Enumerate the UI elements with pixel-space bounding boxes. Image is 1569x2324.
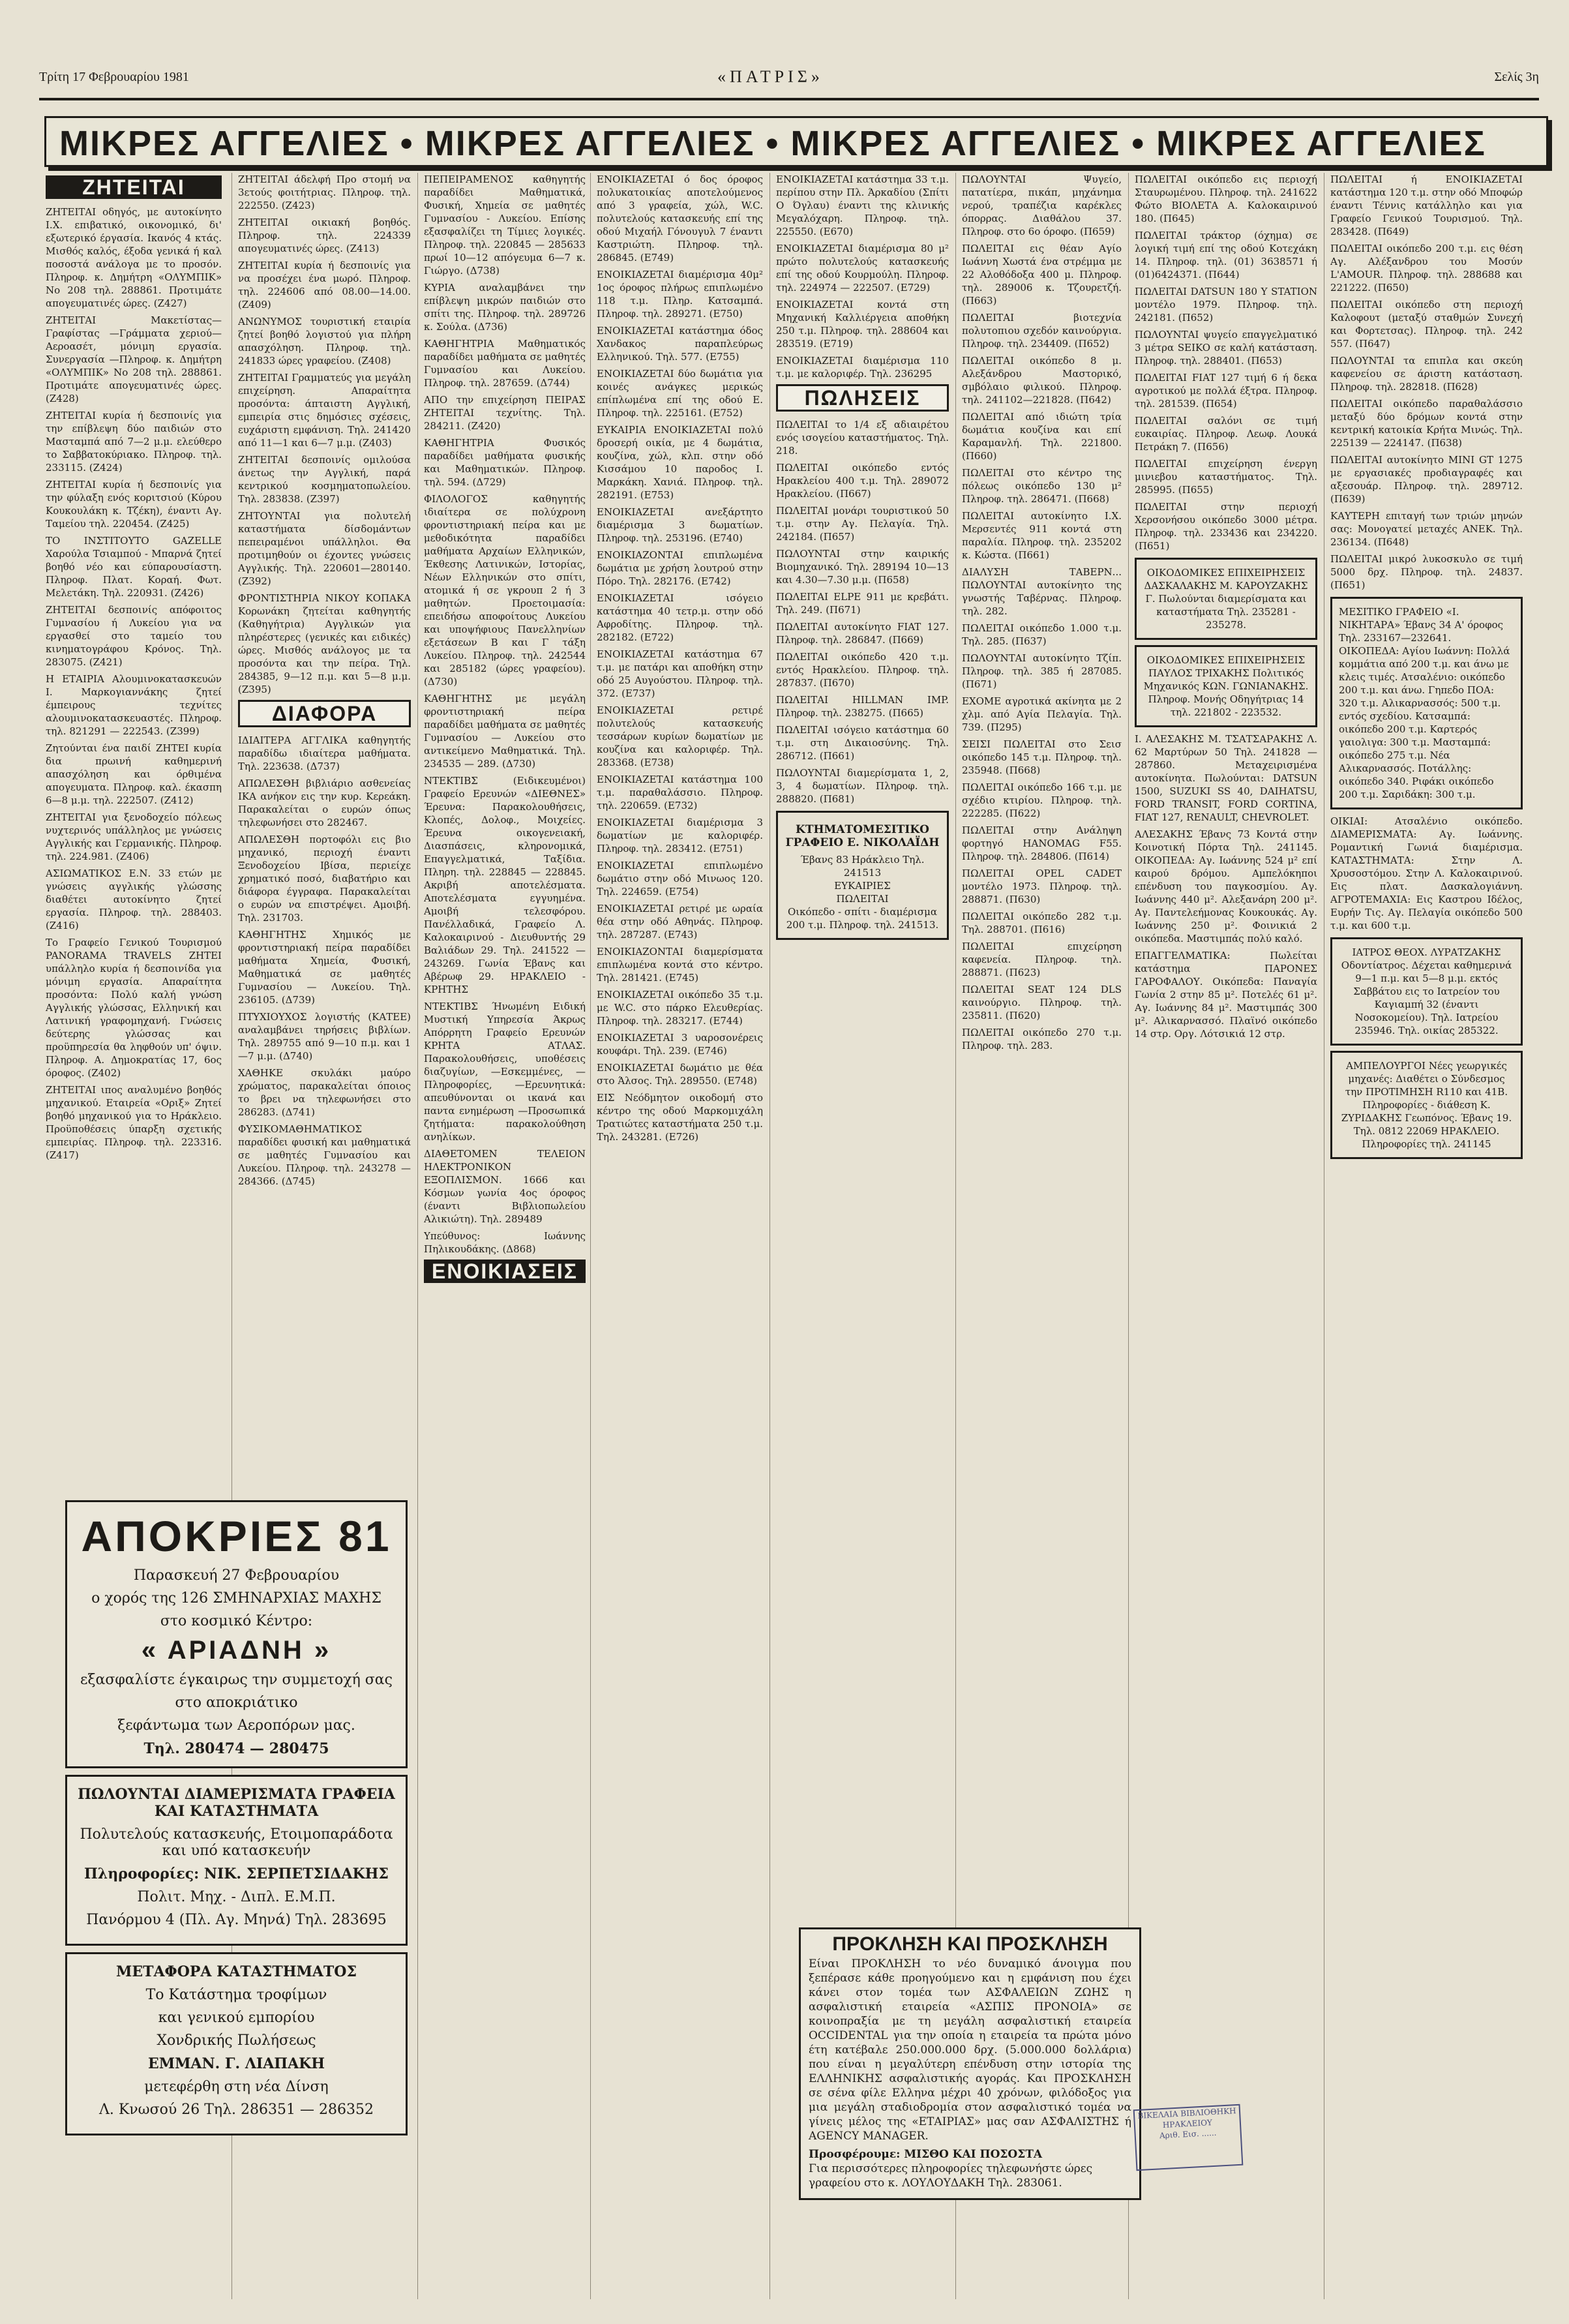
prokliseis-body: Είναι ΠΡΟΚΛΗΣΗ το νέο δυναμικό άνοιγμα που ξεπέρασε κάθε προηγούμενο και η εμφάνιση που έχει κάνει στον τομέα των ΑΣΦΑΛΕΙΩΝ ΖΩΗΣ η ασφαλιστική εταιρεία «ΑΣΠΙΣ ΠΡΟΝΟΙΑ» σε κοινοπραξία με τη μεγάλη ασφαλιστική εταιρεία OCCIDENTAL για την οποία η εταιρεία τα πρώτα μόνο έτη κατέβαλε 250.000.000 δρχ. (5.000.000 δολλάρια) που είναι η μεγαλύτερη επένδυση στην ιστορία της ΕΛΛΗΝΙΚΗΣ ασφαλιστικής αγοράς. Και ΠΡΟΣΚΛΗΣΗ σε σένα φίλε Ελληνα μέχρι 40 χρόνων, φιλόδοξος για μια μεγάλη σταδιοδρομία στον ασφαλιστικό τομέα να γίνεις μέλος της «ΕΤΑΙΡΙΑΣ» μας σαν ΑΣΦΑΛΙΣΤΗΣ ή AGENCY MANAGER. [809, 1957, 1131, 2143]
apokries-line5: ξεφάντωμα των Αεροπόρων μας. [117, 1717, 355, 1734]
classified-ad: ΕΝΟΙΚΙΑΖΕΤΑΙ 3 υαροσονέρεις κουφάρι. Τηλ. 239. (Ε746) [597, 1032, 763, 1057]
classified-ad: ΠΤΥΧΙΟΥΧΟΣ λογιστής (ΚΑΤΕΕ) αναλαμβάνει τηρήσεις βιβλίων. Τηλ. 289755 από 9—10 π.μ. και 1—7 μ.μ. (Δ740) [238, 1011, 411, 1062]
classified-ad: ΠΩΛΕΙΤΑΙ οικόπεδο παραθαλάσσιο μεταξύ δύο δρόμων κοντά στην κεντρική κατοικία Κρήτα Μινώς. Τηλ. 225139 — 224147. (Π638) [1330, 398, 1523, 449]
classified-ad: ΑΠΟ την επιχείρηση ΠΕΙΡΑΣ ΖΗΤΕΙΤΑΙ τεχνίτης. Τηλ. 284211. (Ζ420) [424, 394, 586, 432]
classified-ad: ΖΗΤΕΙΤΑΙ κυρία ή δεσποινίς για την φύλαξη ενός κοριτσιού (Κύρου Κουκουλάκη κ. Τζέκη), έναντι Αγ. Ταμείου τηλ. 220454. (Ζ425) [46, 479, 222, 530]
section-header-enoikiaseis: ΕΝΟΙΚΙΑΣΕΙΣ [424, 1260, 586, 1283]
classified-ad: ΠΩΛΕΙΤΑΙ τράκτορ (όχημα) σε λογική τιμή επί της οδού Κοτεχάκη 14. Πληροφ. τηλ. (01) 3638571 ή (01)6424371. (Π644) [1135, 230, 1317, 280]
classified-ad: ΠΩΛΕΙΤΑΙ μονάρι τουριστικού 50 τ.μ. στην Αγ. Πελαγία. Τηλ. 242184. (Π657) [776, 505, 949, 543]
metafora-l3: Χονδρικής Πωλήσεως [157, 2032, 316, 2049]
apokries-title: ΑΠΟΚΡΙΕΣ 81 [81, 1512, 392, 1560]
classified-ad: ΖΗΤΕΙΤΑΙ οικιακή βοηθός. Πληροφ. τηλ. 224339 απογευματινές ώρες. (Ζ413) [238, 217, 411, 254]
section-header-poliseis: ΠΩΛΗΣΕΙΣ [776, 384, 949, 412]
classified-ad: ΠΩΛΕΙΤΑΙ στην περιοχή Χερσονήσου οικόπεδο 3000 μέτρα. Πληροφ. τηλ. 233436 και 234220. (Π651) [1135, 501, 1317, 552]
metafora-l4: ΕΜΜΑΝ. Γ. ΛΙΑΠΑΚΗ [147, 2055, 325, 2072]
section-header-zitountai: ΖΗΤΕΙΤΑΙ [46, 175, 222, 199]
classified-ad: ΚΥΡΙΑ αναλαμβάνει την επίβλεψη μικρών παιδιών στο σπίτι της. Πληροφ. τηλ. 289726 κ. Σούλα. (Δ736) [424, 282, 586, 333]
classified-ad: ΚΑΘΗΓΗΤΗΣ Χημικός με φροντιστηριακή πείρα παραδίδει μαθήματα Χημεία, Φυσική, Μαθηματικά σε μαθητές Γυμνασίου — Λυκείου. Τηλ. 236105. (Δ739) [238, 929, 411, 1006]
classified-ad: ΖΗΤΕΙΤΑΙ ιπος αναλυμένο βοηθός μηχανικού. Εταιρεία «Οριξ» Ζητεί βοηθό μηχανικού για το Ηράκλειο. Προϋποθέσεις ύπαρξη σχετικής εμπειρίας. Πληροφ. τηλ. 223316. (Ζ417) [46, 1084, 222, 1161]
classified-ad: ΠΩΛΟΥΝΤΑΙ Ψυγείο, πατατίερα, πικάπ, μηχάνημα νερού, τραπέζια καρέκλες όπορρας. Διαθάλου 37. Πληροφ. στο 6ο όροφο. (Π659) [962, 174, 1122, 237]
classified-ad: ΦΥΣΙΚΟΜΑΘΗΜΑΤΙΚΟΣ παραδίδει φυσική και μαθηματικά σε μαθητές Γυμνασίου και Λυκείου. Πληροφ. τηλ. 243278 — 284366. (Δ745) [238, 1123, 411, 1187]
classified-ad: ΕΝΟΙΚΙΑΖΟΝΤΑΙ επιπλωμένα δωμάτια με χρήση λουτρού στην Πόρο. Τηλ. 282176. (Ε742) [597, 549, 763, 587]
column-3 [424, 173, 586, 2299]
classified-ad: ΖΗΤΕΙΤΑΙ για ξενοδοχείο πόλεως νυχτερινός υπάλληλος με γνώσεις Αγγλικής και Γερμανικής. Πληροφ. τηλ. 224.981. (Ζ406) [46, 811, 222, 862]
ktimatomesitiko-addr: Έβανς 83 Ηράκλειο Τηλ. 241513 [800, 854, 925, 879]
classified-ad: ΠΩΛΕΙΤΑΙ εις θέαν Αγίο Ιωάννη Χωστά ένα στρέμμα με 22 Αλοθόδοξα 400 μ. Πληροφ. τηλ. 289006 κ. Τζουρετζή. (Π663) [962, 243, 1122, 307]
classified-ad: ΠΩΛΕΙΤΑΙ αυτοκίνητο MINI GT 1275 με εργασιακές προδιαγραφές και αξεσουάρ. Πληροφ. τηλ. 289712. (Π639) [1330, 454, 1523, 505]
classified-ad: ΕΝΟΙΚΙΑΖΕΤΑΙ ό δος όροφος πολυκατοικίας αποτελούμενος από 3 γραφεία, χώλ, W.C. πολυτελούς κατασκευής επί της οδού Μιχαήλ Γόνουγυλ 7 έναντι Καστριώτη. Πληροφ. τηλ. 286845. (Ε749) [597, 174, 763, 264]
ampelourgoi-text: ΑΜΠΕΛΟΥΡΓΟΙ Νέες γεωργικές μηχανές: Διαθέτει ο Σύνδεσμος την ΠΡΟΤΙΜΗΣΗ R110 και 41B. Πληροφορίες - διάθεση Κ. ΖΥΡΙΔΑΚΗΣ Γεωπόνος. Έβανς 19. Τηλ. 0812 22069 ΗΡΑΚΛΕΙΟ. Πληροφορίες τηλ. 241145 [1341, 1060, 1512, 1150]
classified-ad: ΠΩΛΕΙΤΑΙ OPEL CADET μοντέλο 1973. Πληροφ. τηλ. 288871. (Π630) [962, 868, 1122, 905]
mesitiko-grafeio-ad [1330, 597, 1523, 809]
metafora-l2: και γενικού εμπορίου [158, 2010, 315, 2026]
column-4 [597, 173, 763, 2299]
classified-ad: ΕΝΟΙΚΙΑΖΕΤΑΙ επιπλωμένο δωμάτιο στην οδό Μινωος 120. Τηλ. 224659. (Ε754) [597, 860, 763, 898]
issue-date: Τρίτη 17 Φεβρουαρίου 1981 [39, 70, 189, 84]
classified-ad: ΕΙΣ Νεόδμητον οικοδομή στο κέντρο της οδού Μαρκομιχάλη Τρατιώτες καταστήματα 250 τ.μ. Τηλ. 243281. (Ε726) [597, 1092, 763, 1143]
prokliseis-title: ΠΡΟΚΛΗΣΗ ΚΑΙ ΠΡΟΣΚΛΗΣΗ [832, 1933, 1108, 1955]
ktimatomesitiko-l3: Οικόπεδο - σπίτι - διαμέρισμα 200 τ.μ. Πληροφ. τηλ. 241513. [786, 906, 939, 931]
polountai-info: Πληροφορίες: ΝΙΚ. ΣΕΡΠΕΤΣΙΔΑΚΗΣ [84, 1865, 389, 1882]
classified-ad: ΠΩΛΕΙΤΑΙ επιχείρηση καφενεία. Πληροφ. τηλ. 288871. (Π623) [962, 941, 1122, 978]
oikodomikes-trix-text: ΟΙΚΟΔΟΜΙΚΕΣ ΕΠΙΧΕΙΡΗΣΕΙΣ ΠΑΥΛΟΣ ΤΡΙΧΑΚΗΣ Πολιτικός Μηχανικός ΚΩΝ. ΓΩΝΙΑΝΑΚΗΣ. Πληροφ. Μονής Οδηγήτριας 14 τηλ. 221802 - 223532. [1143, 654, 1309, 718]
apokries-line3: εξασφαλίστε έγκαιρως την συμμετοχή σας [80, 1672, 393, 1688]
classified-ad: ΠΩΛΕΙΤΑΙ SEAT 124 DLS καινούργιο. Πληροφ. τηλ. 235811. (Π620) [962, 984, 1122, 1021]
classifieds-banner [44, 116, 1548, 167]
oikodomikes-dask-text: ΟΙΚΟΔΟΜΙΚΕΣ ΕΠΙΧΕΙΡΗΣΕΙΣ ΔΑΣΚΑΛΑΚΗΣ Μ. ΚΑΡΟΥΖΑΚΗΣ Γ. Πωλούνται διαμερίσματα και καταστήματα Τηλ. 235281 - 235278. [1144, 567, 1308, 631]
column-1 [46, 173, 222, 1166]
oikodomikes-trix-ad [1135, 645, 1317, 727]
column-5 [776, 173, 949, 1882]
classified-ad: ΠΩΛΕΙΤΑΙ οικόπεδο στη περιοχή Καλοφουτ (μεταξύ σταθμών Συνεχή και Φορτετσας). Πληροφ. τηλ. 242 557. (Π647) [1330, 299, 1523, 350]
classified-ad: ΔΙΑΛΥΣΗ ΤΑΒΕΡΝ... ΠΩΛΟΥΝΤΑΙ αυτοκίνητο της γνωστής Ταβέρνας. Πληροφ. τηλ. 282. [962, 566, 1122, 617]
polountai-addr2: Πανόρμου 4 (Πλ. Αγ. Μηνά) Τηλ. 283695 [86, 1912, 387, 1928]
classified-ad: ΕΝΟΙΚΙΑΖΕΤΑΙ διαμέρισμα 80 μ² πρώτο πολυτελούς κατασκευής επί της οδού Κουρμούλη. Πληροφ. τηλ. 224974 — 222507. (Ε729) [776, 243, 949, 294]
newspaper-title: «ΠΑΤΡΙΣ» [717, 67, 824, 86]
classified-ad: ΖΗΤΕΙΤΑΙ δεσποινίς ομιλούσα άνετως την Αγγλική, παρά κεντρικού κοσμηματοπωλείου. Τηλ. 283838. (Ζ397) [238, 454, 411, 505]
classified-ad: ΝΤΕΚΤΙΒΣ (Ειδικευμένοι) Γραφείο Ερευνών «ΔΙΕΘΝΕΣ» Έρευνα: Παρακολουθήσεις, Κλοπές, Δολοφ., Μοιχείες. Έρευνα οικογενειακή, Διασπάσεις, κληρονομικά, Επαγγελματικά, Ταξίδια. Πληρη. τηλ. 228845 — 228845. Ακριβή αποτελέσματα. Αποτελέσματα εγγυημένα. Αμοιβή τελεσφόρου. Πανέλλαδικά, Γραφείο Λ. Καλοκαιρινού - Διευθυντής 29 Βαλιάδων 29. Τηλ. 241522 — 243269. Γωνία Έβανς και Αβέρωφ 29. ΗΡΑΚΛΕΙΟ - ΚΡΗΤΗΣ [424, 775, 586, 995]
classified-ad: ΚΑΥΤΕΡΗ επιταγή των τριών μηνών σας: Μονογατεί μεταχές ANEK. Τηλ. 236134. (Π648) [1330, 510, 1523, 548]
classified-ad: ΠΩΛΕΙΤΑΙ αυτοκίνητο FIAT 127. Πληροφ. τηλ. 286847. (Π669) [776, 621, 949, 646]
classified-ad: ΠΩΛΕΙΤΑΙ ELPE 911 με κρεβάτι. Τηλ. 249. (Π671) [776, 591, 949, 616]
classified-ad: ΠΩΛΕΙΤΑΙ οικόπεδο 270 τ.μ. Πληροφ. τηλ. 283. [962, 1027, 1122, 1051]
classified-ad: ΕΝΟΙΚΙΑΖΕΤΑΙ ρετιρέ πολυτελούς κατασκευής τεσσάρων κυρίων δωματίων με κουζίνα και καλοριφέρ. Τηλ. 283368. (Ε738) [597, 704, 763, 768]
classified-ad: ΠΩΛΕΙΤΑΙ οικόπεδο εις περιοχή Σταυρωμένου. Πληροφ. τηλ. 241622 Φώτο ΒΙΟΛΕΤΑ Α. Καλοκαιρινού 180. (Π645) [1135, 174, 1317, 224]
classified-ad: ΠΩΛΕΙΤΑΙ ή ΕΝΟΙΚΙΑΖΕΤΑΙ κατάστημα 120 τ.μ. στην οδό Μποφώρ έναντι Τέννις κατάλληλο και για Γραφείο Γενικού Τουρισμού. Τηλ. 283428. (Π649) [1330, 174, 1523, 237]
classified-ad: ΖΗΤΕΙΤΑΙ Μακετίστας—Γραφίστας —Γράμματα χεριού— Αεροασέτ, μόνιμη εργασία. Συνεργασία —Πληροφ. κ. Δημήτρη «ΟΛΥΜΠΙΚ» Νο 208 τηλ. 288861. Προτιμάτε απογευματινές ώρες. (Ζ428) [46, 314, 222, 404]
classified-ad: Το Γραφείο Γενικού Τουρισμού PANORAMA TRAVELS ΖΗΤΕΙ υπάλληλο κυρία ή δεσποινίδα για μόνιμη εργασία. Απαραίτητα προσόντα: Πολύ καλή γνώση Αγγλικής γλώσσας, Ελληνική και Λατινική γραφομηχανή. Γνώσεις δεύτερης γλώσσας και προϋπηρεσία θα ληφθούν υπ' όψιν. Πληροφ. Α. Δημοκρατίας 17, 6ος όροφος. (Ζ402) [46, 937, 222, 1079]
classified-ad: ΕΝΟΙΚΙΑΖΕΤΑΙ διαμέρισμα 110 τ.μ. με καλοριφέρ. Τηλ. 236295 [776, 355, 949, 380]
classified-ad: ΖΗΤΕΙΤΑΙ Γραμματεύς για μεγάλη επιχείρηση. Απαραίτητα προσόντα: άπταιστη Αγγλική, εμπειρία στις δημόσιες σχέσεις, ευχάριστη εμφάνιση. Τηλ. 241420 από 11—1 και 6—7 μ.μ. (Ζ403) [238, 372, 411, 449]
classified-ad: ΠΩΛΕΙΤΑΙ αυτοκίνητο Ι.Χ. Μερσεντές 911 κοντά στη παραλία. Πληροφ. τηλ. 235202 κ. Κώστα. (Π661) [962, 510, 1122, 561]
classified-ad: ΠΩΛΕΙΤΑΙ οικόπεδο 1.000 τ.μ. Τηλ. 285. (Π637) [962, 622, 1122, 647]
ktimatomesitiko-l2: ΠΩΛΕΙΤΑΙ [836, 893, 889, 905]
classified-ad: ΕΝΟΙΚΙΑΖΕΤΑΙ κατάστημα 33 τ.μ. περίπου στην Πλ. Άρκαδίου (Σπίτι Ο Όγλαυ) έναντι της κλινικής Μεγαλόχαρη. Πληροφ. τηλ. 225550. (Ε670) [776, 174, 949, 237]
apokries-ad [65, 1500, 408, 1768]
metafora-ad [65, 1952, 408, 2135]
display-ads-left [65, 1500, 408, 2142]
classified-ad: ΧΑΘΗΚΕ σκυλάκι μαύρο χρώματος, παρακαλείται όποιος το βρει να τηλεφωνήσει στο 286283. (Δ741) [238, 1067, 411, 1118]
classified-ad: Ζητούνται ένα παιδί ΖΗΤΕΙ κυρία δια πρωινή καθημερινή απασχόληση και όρθιμένα απογευματα. Πληροφ. καλ. έκασπη 6—8 μ.μ. τηλ. 222507. (Ζ412) [46, 742, 222, 806]
banner-text: ΜΙΚΡΕΣ ΑΓΓΕΛΙΕΣ • ΜΙΚΡΕΣ ΑΓΓΕΛΙΕΣ • ΜΙΚΡΕΣ ΑΓΓΕΛΙΕΣ • ΜΙΚΡΕΣ ΑΓΓΕΛΙΕΣ [59, 124, 1486, 163]
column-7 [1135, 173, 1317, 2077]
polountai-title: ΠΩΛΟΥΝΤΑΙ ΔΙΑΜΕΡΙΣΜΑΤΑ ΓΡΑΦΕΙΑ ΚΑΙ ΚΑΤΑΣΤΗΜΑΤΑ [78, 1786, 395, 1820]
apokries-tel: Τηλ. 280474 — 280475 [143, 1740, 329, 1757]
classified-ad: ΠΩΛΕΙΤΑΙ από ιδιώτη τρία δωμάτια κουζίνα και επί Καραμανλή. Τηλ. 221800. (Π660) [962, 411, 1122, 462]
classified-ad: ΖΗΤΕΙΤΑΙ άδελφή Προ στομή να 3ετούς φοιτήτριας. Πληροφ. τηλ. 222550. (Ζ423) [238, 174, 411, 211]
classified-ad: ΠΩΛΕΙΤΑΙ ισόγειο κατάστημα 60 τ.μ. στη Δικαιοσύνης. Τηλ. 286712. (Π661) [776, 724, 949, 762]
classified-ad: ΣΕΙΣΙ ΠΩΛΕΙΤΑΙ στο Σεισ οικόπεδο 145 τ.μ. Πληροφ. τηλ. 235948. (Π668) [962, 738, 1122, 776]
classified-ad: ΠΩΛΕΙΤΑΙ FIAT 127 τιμή 6 ή δεκα αγροτικού με πολλά έξτρα. Πληροφ. τηλ. 281539. (Π654) [1135, 372, 1317, 410]
classified-ad: ΦΡΟΝΤΙΣΤΗΡΙΑ ΝΙΚΟΥ ΚΟΠΑΚΑ Κορωνάκη ζητείται καθηγητής (Καθηγήτρια) Αγγλικών για πληρέστερες (γενικές και ειδικές) ώρες. Μισθός ανάλογος με τα προσόντα και την πείρα. Τηλ. 284385, 9—12 π.μ. και 5—8 μ.μ. (Ζ395) [238, 592, 411, 695]
column-divider [590, 173, 591, 2299]
column-2 [238, 173, 411, 1497]
classified-ad: ΕΠΑΓΓΕΛΜΑΤΙΚΑ: Πωλείται κατάστημα ΠΑΡΟΝΕΣ ΓΑΡΟΦΑΛΟΥ. Οικόπεδα: Παναγία Γωνία 2 στην 85 μ². Ποτελές 61 μ². Αγ. Ιωάννης 84 μ². Μαστιμπάς 300 μ². Αλικαρνασσό. Πλαϊνό οικόπεδο 14 στρ. Οργ. Λότσικιά 12 στρ. [1135, 950, 1317, 1040]
page-header [39, 62, 1539, 95]
classified-ad: ΠΩΛΕΙΤΑΙ βιοτεχνία πολυτοπιου σχεδόν καινούργια. Πληροφ. τηλ. 234409. (Π652) [962, 312, 1122, 350]
apokries-venue: « ΑΡΙΑΔΝΗ » [141, 1636, 332, 1665]
prokliseis-tel: Για περισσότερες πληροφορίες τηλεφωνήστε ώρες γραφείου στο κ. ΛΟΥΛΟΥΔΑΚΗ Τηλ. 283061. [809, 2162, 1093, 2190]
classified-ad: ΕΝΟΙΚΙΑΖΕΤΑΙ οικόπεδο 35 τ.μ. με W.C. στο πάρκο Ελευθερίας. Πληροφ. τηλ. 283217. (Ε744) [597, 989, 763, 1027]
polountai-addr: Πολιτ. Μηχ. - Διπλ. Ε.Μ.Π. [137, 1889, 336, 1905]
classified-ad: ΕΝΟΙΚΙΑΖΕΤΑΙ δύο δωμάτια για κοινές ανάγκες μερικώς επίπλωμένα επί της οδού Ε. Πληροφ. τηλ. 225161. (Ε752) [597, 368, 763, 419]
section-header-diafora: ΔΙΑΦΟΡΑ [238, 700, 411, 727]
classified-ad: ΑΣΙΩΜΑΤΙΚΟΣ Ε.Ν. 33 ετών με γνώσεις αγγλικής γλώσσης διαθέτει αυτοκίνητο ζητεί εργασία. Πληροφ. τηλ. 288403. (Ζ416) [46, 868, 222, 931]
classified-ad: ΠΩΛΕΙΤΑΙ οικόπεδο 200 τ.μ. εις θέση Αγ. Αλέξανδρου του Μοσύν L'AMOUR. Πληροφ. τηλ. 288688 και 221222. (Π650) [1330, 243, 1523, 294]
classified-ad: ΕΝΟΙΚΙΑΖΕΤΑΙ διαμέρισμα 3 δωματίων με καλοριφέρ. Πληροφ. τηλ. 283412. (Ε751) [597, 817, 763, 854]
column-8 [1330, 173, 1523, 2299]
classified-ad: ΕΝΟΙΚΙΑΖΕΤΑΙ κατάστημα 100 τ.μ. παραθαλάσσιο. Πληροφ. τηλ. 220659. (Ε732) [597, 774, 763, 811]
classified-ad: ΑΠΩΛΕΣΘΗ πορτοφόλι εις βιο μηχανικό, περιοχή έναντι Ξενοδοχείου Ιβίσα, περιείχε χρηματικό ποσό, διαβατήριο και διάφορα έγγραφα. Παρακαλείται ο ευρών να επιστρέψει. Αμοιβή. Τηλ. 231703. [238, 834, 411, 924]
column-6 [962, 173, 1122, 1908]
classified-ad: ΖΗΤΕΙΤΑΙ κυρία ή δεσποινίς για την επίβλεψη δύο παιδιών στο Μασταμπά από 7—2 μ.μ. ελεύθερο το Σαββατοκύριακο. Πληροφ. τηλ. 233115. (Ζ424) [46, 410, 222, 474]
apokries-line2: στο κοσμικό Κέντρο: [160, 1613, 313, 1629]
classified-ad: ΕΝΟΙΚΙΑΖΕΤΑΙ δωμάτιο με θέα στο Άλσος. Τηλ. 289550. (Ε748) [597, 1062, 763, 1087]
classified-ad: ΕΝΟΙΚΙΑΖΕΤΑΙ ανεξάρτητο διαμέρισμα 3 δωματίων. Πληροφ. τηλ. 253196. (Ε740) [597, 506, 763, 544]
classified-ad: ΙΔΙΑΙΤΕΡΑ ΑΓΓΛΙΚΑ καθηγητής παραδίδω ιδιαίτερα μαθήματα. Τηλ. 223638. (Δ737) [238, 734, 411, 772]
classified-ad: ΕΥΚΑΙΡΙΑ ΕΝΟΙΚΙΑΖΕΤΑΙ πολύ δροσερή οικία, με 4 δωμάτια, κουζίνα, χώλ, κλπ. στην οδό Κισσάμου 10 παροδος Ι. Μαρκάκη. Χανιά. Πληροφ. τηλ. 282191. (Ε753) [597, 424, 763, 501]
library-stamp [1133, 2104, 1244, 2171]
ampelourgoi-ad [1330, 1051, 1523, 1159]
classified-ad: ΤΟ ΙΝΣΤΙΤΟΥΤΟ GAZELLE Χαρούλα Τσιαμπού - Μπαρνά ζητεί βοηθό νέο και εύπαρουσίαστη. Πληροφ. Πλατ. Κοραή. Φωτ. Μελετάκη. Τηλ. 220931. (Ζ426) [46, 535, 222, 599]
metafora-l1: Το Κατάστημα τροφίμων [145, 1987, 327, 2003]
apokries-line1: ο χορός της 126 ΣΜΗΝΑΡΧΙΑΣ ΜΑΧΗΣ [91, 1590, 381, 1607]
classified-ad: ΕΝΟΙΚΙΑΖΕΤΑΙ κατάστημα όδος Χανδακος παραπλεύρως Ελληνικού. Τηλ. 577. (Ε755) [597, 325, 763, 363]
apokries-date: Παρασκευή 27 Φεβρουαρίου [133, 1567, 340, 1584]
classified-ad: ΕΝΟΙΚΙΑΖΟΝΤΑΙ διαμερίσματα επιπλωμένα κοντά στο κέντρο. Τηλ. 281421. (Ε745) [597, 946, 763, 984]
classified-ad: ΠΩΛΟΥΝΤΑΙ ψυγείο επαγγελματικό 3 μέτρα SEIKO σε καλή κατάσταση. Πληροφ. τηλ. 288401. (Π653) [1135, 329, 1317, 367]
classified-ad: ΖΗΤΕΙΤΑΙ οδηγός, με αυτοκίνητο Ι.Χ. επιβατικό, οικονομικό, δι' εξωτερικό έργασία. Ικανός 4 κτάς. Μισθός καλός, έξοδα γενικά ή καλ ποσοστά ανάλογα με το προσόν. Πληροφ. κ. Δημήτρη «ΟΛΥΜΠΙΚ» Νο 208 τηλ. 288861. Προτιμάτε απογευματινές ώρες. (Ζ427) [46, 206, 222, 309]
classified-ad: ΟΙΚΙΑΙ: Ατσαλένιο οικόπεδο. ΔΙΑΜΕΡΙΣΜΑΤΑ: Αγ. Ιωάννης. Ρομαντική Γωνιά διαμέρισμα. ΚΑΤΑΣΤΗΜΑΤΑ: Στην Λ. Χρυσοστόμου. Στην Λ. Καλοκαιρινού. Εις πλατ. Δασκαλογιάννη. ΑΓΡΟΤΕΜΑΧΙΑ: Εις Καστρου Ιδέλος, Ευρήν Τις. Αγ. Πελαγία οικόπεδο 500 τ.μ. και 600 τ.μ. [1330, 815, 1523, 931]
classified-ad: ΠΩΛΕΙΤΑΙ DATSUN 180 Y STATION μοντέλο 1979. Πληροφ. τηλ. 242181. (Π652) [1135, 286, 1317, 324]
polountai-ad [65, 1775, 408, 1946]
polountai-line: Πολυτελούς κατασκευής, Ετοιμοπαράδοτα και υπό κατασκευήν [80, 1826, 393, 1859]
classified-ad: ΦΙΛΟΛΟΓΟΣ καθηγητής ιδιαίτερα σε πολύχρονη φροντιστηριακή πείρα και με μεθοδικότητα παραδίδει μαθήματα Αρχαίων Ελληνικών, Έκθεσης Λατινικών, Ιστορίας, Νέων Ελληνικών στο σπίτι, ατομικά ή σε γκρουπ 2 ή 3 μαθητών. Προετοιμασία: επειδήσω αποφοίτους Λυκείου και υποψήφιους Πανελληνίων εξετάσεων Β και Γ τάξη Λυκείου. Πληροφ. τηλ. 242544 και 285182 (ώρες γραφείου). (Δ730) [424, 493, 586, 687]
classified-ad: ΚΑΘΗΓΗΤΡΙΑ Μαθηματικός παραδίδει μαθήματα σε μαθητές Γυμνασίου και Λυκείου. Πληροφ. τηλ. 287659. (Δ744) [424, 338, 586, 389]
classified-ad: ΖΗΤΟΥΝΤΑΙ για πολυτελή καταστήματα δίσδομάντων πεπειραμένοι υπάλληλοι. Θα προτιμηθούν οι έχοντες γνώσεις Αγγλικής. Τηλ. 220601—280140. (Ζ392) [238, 510, 411, 587]
classified-ad: ΠΩΛΕΙΤΑΙ μικρό λυκοσκυλο σε τιμή 5000 δρχ. Πληροφ. τηλ. 24837. (Π651) [1330, 553, 1523, 591]
prokliseis-offer: Προσφέρουμε: ΜΙΣΘΟ ΚΑΙ ΠΟΣΟΣΤΑ [809, 2148, 1043, 2161]
classified-ad: ΠΩΛΕΙΤΑΙ επιχείρηση ένεργη μινιεβου καταστήματος. Τηλ. 285995. (Π655) [1135, 458, 1317, 496]
classified-ad: ΠΩΛΕΙΤΑΙ σαλόνι σε τιμή ευκαιρίας. Πληροφ. Λεωφ. Λουκά Πετράκη 7. (Π656) [1135, 415, 1317, 453]
page-number: Σελίς 3η [1494, 70, 1539, 84]
classified-ad: ΠΕΠΕΙΡΑΜΕΝΟΣ καθηγητής παραδίδει Μαθηματικά, Φυσική, Χημεία σε μαθητές Γυμνασίου - Λυκείου. Επίσης εξασφαλίζει τη Τίμιες λογικές. Πληροφ. τηλ. 220845 — 285633 πρωί 10—12 απόγευμα 6—7 κ. Γιώργο. (Δ738) [424, 174, 586, 277]
classified-ad: ΠΩΛΕΙΤΑΙ στο κέντρο της πόλεως οικόπεδο 130 μ² Πληροφ. τηλ. 286471. (Π668) [962, 467, 1122, 505]
classified-ad: ΠΩΛΕΙΤΑΙ οικόπεδο εντός Ηρακλείου 400 τ.μ. Τηλ. 289072 Ηρακλείου. (Π667) [776, 462, 949, 500]
classified-ad: ΠΩΛΟΥΝΤΑΙ στην καιρικής Βιομηχανικό. Τηλ. 289194 10—13 και 4.30—7.30 μ.μ. (Π658) [776, 548, 949, 586]
classified-ad: ΠΩΛΕΙΤΑΙ οικόπεδο 8 μ. Αλεξάνδρου Μαστορικό, σμβόλαιο φιλικού. Πληροφ. τηλ. 241102—221828. (Π642) [962, 355, 1122, 406]
stamp-line1: ΒΙΚΕΛΑΙΑ ΒΙΒΛΙΟΘΗΚΗ ΗΡΑΚΛΕΙΟΥ [1137, 2106, 1236, 2130]
classified-ad: ΕΧΟΜΕ αγροτικά ακίνητα με 2 χλμ. από Αγία Πελαγία. Τηλ. 739. (Π295) [962, 695, 1122, 733]
classified-ad: ΕΝΟΙΚΙΑΖΕΤΑΙ ρετιρέ με ωραία θέα στην οδό Αθηνάς. Πληροφ. τηλ. 287287. (Ε743) [597, 903, 763, 941]
stamp-line2: Αριθ. Εισ. ...... [1159, 2128, 1217, 2141]
classified-ad: ΠΩΛΕΙΤΑΙ HILLMAN IMP. Πληροφ. τηλ. 238275. (Π665) [776, 694, 949, 719]
classified-ad: ΑΝΩΝΥΜΟΣ τουριστική εταιρία ζητεί βοηθό λογιστού για πλήρη απασχόληση. Πληροφ. τηλ. 241833 ώρες γραφείου. (Ζ408) [238, 316, 411, 367]
classified-ad: ΕΝΟΙΚΙΑΖΕΤΑΙ διαμέρισμα 40μ² 1ος όροφος πλήρως επιπλωμένο 118 τ.μ. Πληρ. Κατσαμπά. Πληροφ. τηλ. 289271. (Ε750) [597, 269, 763, 320]
metafora-title: ΜΕΤΑΦΟΡΑ ΚΑΤΑΣΤΗΜΑΤΟΣ [115, 1963, 357, 1980]
classified-ad: ΖΗΤΕΙΤΑΙ δεσποινίς απόφοιτος Γυμνασίου ή Λυκείου για να εργασθεί στο ταμείο του κινηματογράφου Κρόνος. Τηλ. 283075. (Ζ421) [46, 604, 222, 668]
classified-ad: ΠΩΛΟΥΝΤΑΙ αυτοκίνητο Τζίπ. Πληροφ. τηλ. 385 ή 287085. (Π671) [962, 652, 1122, 690]
classified-ad: ΝΤΕΚΤΙΒΣ Ήνωμένη Ειδική Μυστική Υπηρεσία Άκρως Απόρρητη Γραφείο Ερευνών ΚΡΗΤΑ ΑΤΛΑΣ. Παρακολουθήσεις, υποθέσεις διαζυγίων, —Εσκεμμένες, —Πληροφορίες, —Ερευνητικά: απευθύνονται οι ικανά και παντα ενημέρωση —Προσωπικά ζητήματα: παρακολούθηση ανηλίκων. [424, 1001, 586, 1143]
classified-ad: Η ΕΤΑΙΡΙΑ Αλουμινοκατασκευών Ι. Μαρκογιαννάκης ζητεί έμπειρους τεχνίτες αλουμινοκατασκευαστές. Πληροφ. τηλ. 821291 — 222543. (Ζ399) [46, 673, 222, 737]
classified-ad: ΚΑΘΗΓΗΤΡΙΑ Φυσικός παραδίδει μαθήματα φυσικής και Μαθηματικών. Πληροφ. τηλ. 594. (Δ729) [424, 437, 586, 488]
classified-ad: ΑΛΕΣΑΚΗΣ Έβανς 73 Κοντά στην Κοινοτική Πόρτα Τηλ. 241145. ΟΙΚΟΠΕΔΑ: Αγ. Ιωάννης 524 μ² επί καιρού δρόμου. Αμπελόκηποι επένδυση του παγκοσμίου. Αγ. Ιωάννης 440 μ². Αλεξανάρη 200 μ². Αγ. Παντελεήμονας Κουκουκάς. Αγ. Ιωάννης 250 μ². Φοινικιά 2 οικόπεδα. Μαστιμπάς πολύ καλό. [1135, 828, 1317, 944]
mesitiko-grafeio-text: ΜΕΣΙΤΙΚΟ ΓΡΑΦΕΙΟ «Ι. ΝΙΚΗΤΑΡΑ» Έβανς 34 Α' όροφος Τηλ. 233167—232641. ΟΙΚΟΠΕΔΑ: Αγίου Ιωάννη: Πολλά κομμάτια από 200 τ.μ. και άνω με κλεις τιμές. Ατσαλένιο: οικόπεδο 200 τ.μ. και άνω. Γηπεδο ΠΟΑ: 320 τ.μ. Αλικαρνασσός: 500 τ.μ. εντός σχεδίου. Κατσαμπά: οικόπεδο 200 τ.μ. Καρτερός γαιολιγα: 300 τ.μ. Μασταμπά: οικόπεδο 275 τ.μ. Νέα Αλικαρνασσός. Ποτάλλης: οικόπεδο 340. Ριφάκι οικόπεδο 200 τ.μ. Σαριδάκη: 300 τ.μ. [1339, 606, 1510, 800]
classified-ad: ΕΝΟΙΚΙΑΖΕΤΑΙ κοντά στη Μηχανική Καλλιέργεια αποθήκη 250 τ.μ. Πληροφ. τηλ. 288604 και 283519. (Ε719) [776, 299, 949, 350]
classified-ad: ΚΑΘΗΓΗΤΗΣ με μεγάλη φροντιστηριακή πείρα παραδίδει μαθήματα σε μαθητές Γυμνασίου — Λυκείου στο αντικείμενο Μαθηματικά. Τηλ. 234535 — 289. (Δ730) [424, 693, 586, 770]
classified-ad: Υπεύθυνος: Ιωάννης Πηλικουδάκης. (Δ868) [424, 1230, 586, 1255]
classified-ad: ΠΩΛΕΙΤΑΙ το 1/4 εξ αδιαιρέτου ενός ισογείου καταστήματος. Τηλ. 218. [776, 419, 949, 457]
apokries-line4: στο αποκριάτικο [175, 1695, 298, 1711]
column-divider [417, 173, 418, 2299]
classified-ad: ΕΝΟΙΚΙΑΖΕΤΑΙ κατάστημα 67 τ.μ. με πατάρι και αποθήκη στην οδό 25 Αυγούστου. Πληροφ. τηλ. 372. (Ε737) [597, 648, 763, 699]
ktimatomesitiko-l1: ΕΥΚΑΙΡΙΕΣ [834, 880, 891, 892]
ktimatomesitiko-ad [776, 811, 949, 940]
ktimatomesitiko-title: ΚΤΗΜΑΤΟΜΕΣΙΤΙΚΟ ΓΡΑΦΕΙΟ Ε. ΝΙΚΟΛΑΪΔΗ [785, 823, 940, 849]
metafora-l5: μετεφέρθη στη νέα Δίνση [144, 2079, 329, 2095]
header-rule [39, 98, 1539, 100]
iatros-ad [1330, 937, 1523, 1046]
classified-ad: Ι. ΑΛΕΣΑΚΗΣ Μ. ΤΣΑΤΣΑΡΑΚΗΣ Λ. 62 Μαρτύρων 50 Τηλ. 241828 — 287860. Μεταχειρισμένα αυτοκίνητα. Πωλούνται: DATSUN 1500, SUZUKI SS 40, DAIHATSU, FORD TRANSIT, FORD CORTINA, FIAT 127, RENAULT, CHEVROLET. [1135, 733, 1317, 823]
classified-ad: ΠΩΛΟΥΝΤΑΙ τα επιπλα και σκεύη καφενείου σε άριστη κατάσταση. Πληροφ. τηλ. 282818. (Π628) [1330, 355, 1523, 393]
classified-ad: ΠΩΛΕΙΤΑΙ οικόπεδο 282 τ.μ. Τηλ. 288701. (Π616) [962, 911, 1122, 935]
classified-ad: ΠΩΛΕΙΤΑΙ οικόπεδο 166 τ.μ. με σχέδιο κτιρίου. Πληροφ. τηλ. 222285. (Π622) [962, 781, 1122, 819]
metafora-tel: Λ. Κνωσού 26 Τηλ. 286351 — 286352 [99, 2102, 374, 2118]
classified-ad: ΕΝΟΙΚΙΑΖΕΤΑΙ ισόγειο κατάστημα 40 τετρ.μ. στην οδό Αφροδίτης. Πληροφ. τηλ. 282182. (Ε722) [597, 592, 763, 643]
classified-ad: ΖΗΤΕΙΤΑΙ κυρία ή δεσποινίς για να προσέχει ένα μωρό. Πληροφ. τηλ. 224606 από 08.00—14.00. (Ζ409) [238, 260, 411, 310]
iatros-text: ΙΑΤΡΟΣ ΘΕΟΧ. ΛΥΡΑΤΖΑΚΗΣ Οδοντίατρος. Δέχεται καθημερινά 9—1 π.μ. και 5—8 μ.μ. εκτός Σαββάτου εις το Ιατρείον του Καγιαμπή 32 (έναντι Νοσοκομείου). Τηλ. Ιατρείου 235946. Τηλ. οικίας 285322. [1341, 946, 1512, 1036]
classified-ad: ΠΩΛΕΙΤΑΙ οικόπεδο 420 τ.μ. εντός Ηρακλείου. Πληροφ. τηλ. 287837. (Π670) [776, 651, 949, 689]
classified-ad: ΠΩΛΕΙΤΑΙ στην Ανάληψη φορτηγό HANOMAG F55. Πληροφ. τηλ. 284806. (Π614) [962, 824, 1122, 862]
classified-ad: ΑΠΩΛΕΣΘΗ βιβλιάριο ασθενείας ΙΚΑ ανήκον εις την κυρ. Κερεάκη. Παρακαλείται ο ευρών όπως τηλεφωνήσει στο 282467. [238, 777, 411, 828]
classified-ad: ΔΙΑΘΕΤΟΜΕΝ ΤΕΛΕΙΟΝ ΗΛΕΚΤΡΟΝΙΚΟΝ ΕΞΟΠΛΙΣΜΟΝ. 1666 και Κόσμων γωνία 4ος όροφος (έναντι Βιβλιοπωλείου Αλικιώτη). Τηλ. 289489 [424, 1148, 586, 1225]
classified-ad: ΠΩΛΟΥΝΤΑΙ διαμερίσματα 1, 2, 3, 4 δωματίων. Πληροφ. τηλ. 288820. (Π681) [776, 767, 949, 805]
prokliseis-ad [799, 1927, 1141, 2200]
oikodomikes-dask-ad [1135, 558, 1317, 640]
